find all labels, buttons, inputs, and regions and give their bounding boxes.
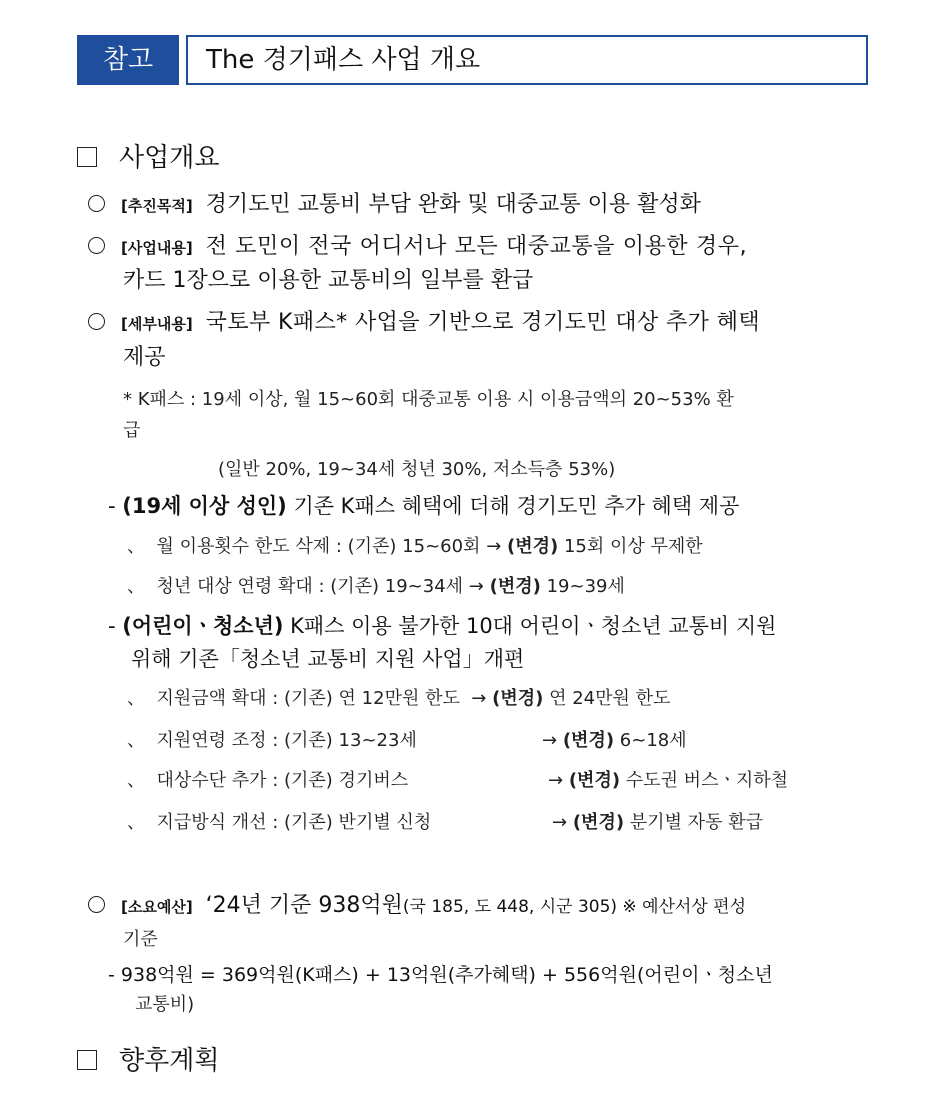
sub-changed: (변경): [572, 812, 625, 833]
header-badge: 참고: [77, 35, 179, 85]
arrow-right-icon: →: [548, 770, 564, 791]
sub-label: 지원연령 조정 : (기존) 13~23세: [156, 730, 417, 751]
footnote-rates: (일반 20%, 19~34세 청년 30%, 저소득층 53%): [218, 459, 616, 480]
footnote-kpass-continued: 급: [123, 420, 141, 441]
section-heading-overview: [77, 137, 219, 174]
budget-formula-continued: 교통비): [135, 994, 195, 1015]
bullet-tag: [사업내용]: [121, 239, 193, 257]
arrow-right-icon: →: [552, 812, 568, 833]
bullet-budget: [88, 888, 746, 919]
dash-item-adult: [108, 490, 739, 520]
section-title: 향후계획: [119, 1046, 220, 1076]
sub-value: 수도권 버스ㆍ지하철: [625, 770, 789, 791]
sub-changed: (변경): [492, 688, 544, 709]
dash-bold: (어린이ㆍ청소년): [122, 614, 284, 638]
sub-mark: 、: [127, 576, 145, 597]
dash-item-youth: [108, 610, 776, 640]
sub-item: [127, 766, 408, 792]
dash-text: K패스 이용 불가한 10대 어린이ㆍ청소년 교통비 지원: [290, 614, 777, 638]
sub-item: [127, 532, 703, 558]
bullet-text: 전 도민이 전국 어디서나 모든 대중교통을 이용한 경우,: [205, 234, 748, 259]
sub-item: [127, 726, 417, 752]
arrow-right-icon: →: [542, 730, 558, 751]
dash-item-budget-formula: [108, 960, 773, 987]
dash-bold: (19세 이상 성인): [122, 494, 287, 518]
bullet-tag: [세부내용]: [121, 315, 193, 333]
sub-changed: (변경): [489, 576, 541, 597]
sub-value: 연 24만원 한도: [549, 688, 671, 709]
bullet-text-continued: 제공: [123, 345, 166, 370]
sub-item-change: [542, 726, 687, 752]
sub-item: [127, 684, 670, 710]
checkbox-square-icon: [77, 1050, 97, 1070]
budget-formula: 938억원 = 369억원(K패스) + 13억원(추가혜택) + 556억원(어린이ㆍ청소년: [120, 964, 773, 986]
sub-label: 지급방식 개선 : (기존) 반기별 신청: [156, 812, 432, 833]
sub-label: 청년 대상 연령 확대 : (기존) 19~34세: [156, 576, 464, 597]
sub-item-change: [548, 766, 788, 792]
sub-label: 월 이용횟수 한도 삭제 : (기존) 15~60회: [156, 536, 481, 557]
budget-continued: 기준: [123, 929, 158, 950]
bullet-text: 국토부 K패스* 사업을 기반으로 경기도민 대상 추가 혜택: [205, 310, 760, 335]
sub-mark: 、: [127, 770, 145, 791]
sub-mark: 、: [127, 812, 145, 833]
arrow-right-icon: →: [486, 536, 502, 557]
circle-bullet-icon: [88, 237, 105, 254]
circle-bullet-icon: [88, 896, 105, 913]
sub-item-change: [552, 808, 763, 834]
budget-detail: (국 185, 도 448, 시군 305) ※ 예산서상 편성: [402, 897, 747, 917]
bullet-details: [88, 305, 760, 336]
dash-text-continued: 위해 기존「청소년 교통비 지원 사업」개편: [131, 647, 525, 671]
sub-value: 19~39세: [546, 576, 625, 597]
sub-item: [127, 808, 431, 834]
arrow-right-icon: →: [471, 688, 487, 709]
bullet-tag: [추진목적]: [121, 197, 193, 215]
sub-changed: (변경): [568, 770, 621, 791]
dash-mark: -: [108, 964, 115, 986]
section-heading-plan: [77, 1040, 219, 1077]
dash-mark: -: [108, 614, 116, 638]
arrow-right-icon: →: [468, 576, 484, 597]
budget-main: ‘24년 기준 938억원: [205, 893, 403, 918]
sub-label: 대상수단 추가 : (기존) 경기버스: [156, 770, 409, 791]
sub-changed: (변경): [507, 536, 559, 557]
bullet-purpose: [88, 187, 701, 218]
page-title: The 경기패스 사업 개요: [186, 35, 868, 85]
sub-value: 15회 이상 무제한: [563, 536, 703, 557]
circle-bullet-icon: [88, 195, 105, 212]
checkbox-square-icon: [77, 147, 97, 167]
circle-bullet-icon: [88, 313, 105, 330]
bullet-text: 경기도민 교통비 부담 완화 및 대중교통 이용 활성화: [205, 192, 701, 217]
sub-mark: 、: [127, 730, 145, 751]
section-title: 사업개요: [119, 143, 220, 173]
sub-mark: 、: [127, 688, 145, 709]
sub-value: 분기별 자동 환급: [629, 812, 763, 833]
bullet-content: [88, 229, 747, 260]
sub-item: [127, 572, 625, 598]
footnote-kpass: * K패스 : 19세 이상, 월 15~60회 대중교통 이용 시 이용금액의 20~53% 환: [123, 389, 734, 410]
bullet-tag: [소요예산]: [121, 898, 193, 916]
sub-value: 6~18세: [619, 730, 687, 751]
bullet-text-continued: 카드 1장으로 이용한 교통비의 일부를 환급: [123, 268, 534, 293]
dash-mark: -: [108, 494, 116, 518]
sub-mark: 、: [127, 536, 145, 557]
dash-text: 기존 K패스 혜택에 더해 경기도민 추가 혜택 제공: [293, 494, 740, 518]
sub-changed: (변경): [562, 730, 615, 751]
sub-label: 지원금액 확대 : (기존) 연 12만원 한도: [156, 688, 460, 709]
